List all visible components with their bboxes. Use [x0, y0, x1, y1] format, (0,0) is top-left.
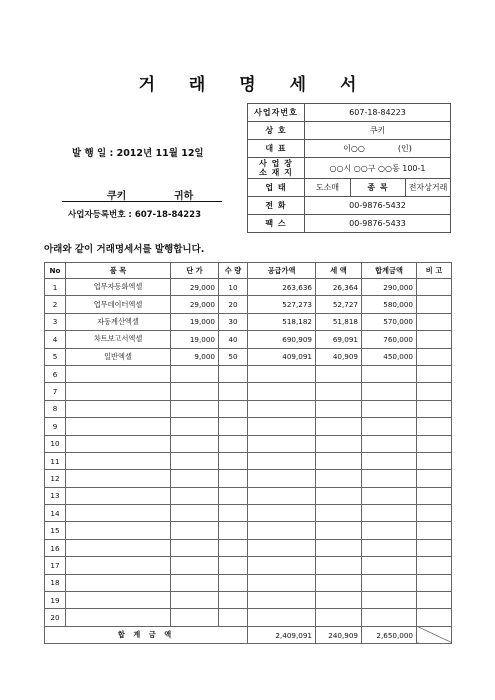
table-row: [45, 609, 452, 626]
row-no: 13: [45, 487, 66, 504]
biz-no-label: 사업자번호: [248, 104, 305, 122]
row-note: [417, 331, 452, 348]
row-note: [417, 574, 452, 591]
business-type-label: 업 태: [248, 179, 305, 197]
table-row: [45, 435, 452, 452]
fax-label: 팩 스: [248, 215, 305, 233]
row-no: 18: [45, 574, 66, 591]
table-row: [45, 313, 452, 330]
header-qty: 수 량: [219, 263, 248, 279]
row-total: [362, 557, 417, 574]
item-value: 전자상거래: [406, 179, 451, 197]
row-no: 16: [45, 539, 66, 556]
row-price: 9,000: [171, 348, 219, 365]
row-note: [417, 609, 452, 626]
row-item: [66, 365, 171, 382]
row-no: 19: [45, 592, 66, 609]
row-total: [362, 452, 417, 469]
row-price: [171, 418, 219, 435]
row-note: [417, 313, 452, 330]
row-tax: [316, 505, 362, 522]
row-qty: 40: [219, 331, 248, 348]
address-label: [248, 158, 305, 179]
row-item: [66, 470, 171, 487]
row-supply: 263,636: [248, 279, 316, 296]
row-total: [362, 505, 417, 522]
business-type-value: 도소매: [305, 179, 351, 197]
ceo-label: 대 표: [248, 140, 305, 158]
row-item: [66, 522, 171, 539]
row-supply: [248, 505, 316, 522]
row-qty: [219, 470, 248, 487]
table-row: [45, 522, 452, 539]
row-price: [171, 522, 219, 539]
row-note: [417, 400, 452, 417]
row-price: [171, 435, 219, 452]
row-total: [362, 574, 417, 591]
row-item: [66, 592, 171, 609]
row-no: 11: [45, 452, 66, 469]
row-tax: [316, 609, 362, 626]
row-qty: [219, 574, 248, 591]
table-row: [45, 279, 452, 296]
total-note-hatched: [417, 626, 452, 643]
row-tax: [316, 365, 362, 382]
row-total: [362, 487, 417, 504]
row-no: 15: [45, 522, 66, 539]
row-price: 29,000: [171, 279, 219, 296]
row-qty: [219, 452, 248, 469]
row-supply: [248, 435, 316, 452]
row-total: [362, 418, 417, 435]
total-amount: 2,650,000: [362, 626, 417, 643]
row-price: [171, 400, 219, 417]
row-no: 12: [45, 470, 66, 487]
row-tax: 69,091: [316, 331, 362, 348]
table-row: [45, 400, 452, 417]
row-price: [171, 592, 219, 609]
row-no: 8: [45, 400, 66, 417]
row-tax: [316, 400, 362, 417]
table-row: [45, 418, 452, 435]
row-item: [66, 452, 171, 469]
row-price: [171, 470, 219, 487]
row-item: 차트보고서엑셀: [66, 331, 171, 348]
row-tax: [316, 574, 362, 591]
row-total: [362, 365, 417, 382]
row-item: [66, 609, 171, 626]
header-no: No: [45, 263, 66, 279]
row-item: [66, 383, 171, 400]
phone-value: 00-9876-5432: [305, 197, 451, 215]
row-note: [417, 592, 452, 609]
row-note: [417, 539, 452, 556]
row-qty: [219, 557, 248, 574]
row-supply: [248, 539, 316, 556]
registration-label: 사업자등록번호 :: [68, 210, 132, 220]
row-total: [362, 383, 417, 400]
row-supply: 518,182: [248, 313, 316, 330]
row-supply: 409,091: [248, 348, 316, 365]
company-value: 쿠키: [305, 122, 451, 140]
row-note: [417, 418, 452, 435]
table-row: [45, 557, 452, 574]
table-row: [45, 505, 452, 522]
row-tax: [316, 435, 362, 452]
row-supply: [248, 452, 316, 469]
row-tax: 52,727: [316, 296, 362, 313]
row-tax: [316, 522, 362, 539]
address-label-2: 소 재 지: [259, 168, 293, 177]
row-no: 7: [45, 383, 66, 400]
document-title: 거 래 명 세 서: [138, 75, 371, 95]
row-qty: [219, 609, 248, 626]
row-no: 17: [45, 557, 66, 574]
row-note: [417, 487, 452, 504]
row-note: [417, 452, 452, 469]
row-qty: 50: [219, 348, 248, 365]
row-total: [362, 539, 417, 556]
row-note: [417, 383, 452, 400]
row-tax: [316, 539, 362, 556]
row-note: [417, 279, 452, 296]
row-note: [417, 470, 452, 487]
biz-no-value: 607-18-84223: [305, 104, 451, 122]
row-no: 2: [45, 296, 66, 313]
address-value: ○○시 ○○구 ○○동 100-1: [305, 158, 451, 179]
row-note: [417, 435, 452, 452]
row-price: [171, 539, 219, 556]
customer-suffix: 귀하: [174, 191, 194, 202]
row-qty: [219, 365, 248, 382]
table-row: [45, 487, 452, 504]
row-total: 570,000: [362, 313, 417, 330]
row-supply: [248, 487, 316, 504]
row-no: 4: [45, 331, 66, 348]
total-label: 합 계 금 액: [45, 626, 248, 643]
registration-value: 607-18-84223: [134, 210, 202, 220]
row-item: [66, 557, 171, 574]
total-tax: 240,909: [316, 626, 362, 643]
row-no: 9: [45, 418, 66, 435]
row-no: 14: [45, 505, 66, 522]
row-item: 업무자동화엑셀: [66, 279, 171, 296]
row-item: 일반엑셀: [66, 348, 171, 365]
table-row: [45, 348, 452, 365]
items-table: [44, 262, 452, 644]
issue-date: [72, 145, 204, 159]
table-row: [45, 592, 452, 609]
table-row: [45, 470, 452, 487]
supplier-info-table: [247, 103, 451, 233]
row-item: [66, 400, 171, 417]
row-no: 5: [45, 348, 66, 365]
row-qty: [219, 487, 248, 504]
table-row: [45, 539, 452, 556]
row-supply: [248, 400, 316, 417]
fax-value: 00-9876-5433: [305, 215, 451, 233]
row-item: 자동계산엑셀: [66, 313, 171, 330]
row-qty: [219, 505, 248, 522]
row-qty: 30: [219, 313, 248, 330]
row-supply: [248, 609, 316, 626]
table-row: [45, 365, 452, 382]
header-note: 비 고: [417, 263, 452, 279]
row-supply: [248, 557, 316, 574]
items-header-row: [45, 263, 452, 279]
row-qty: [219, 435, 248, 452]
row-price: 19,000: [171, 331, 219, 348]
address-label-1: 사 업 장: [259, 159, 293, 168]
table-row: [45, 296, 452, 313]
row-item: [66, 435, 171, 452]
phone-label: 전 화: [248, 197, 305, 215]
row-supply: [248, 365, 316, 382]
item-label: 종 목: [351, 179, 406, 197]
row-total: [362, 470, 417, 487]
registration-line: [68, 208, 201, 220]
row-supply: [248, 418, 316, 435]
ceo-value: 이○○: [343, 144, 365, 153]
row-total: [362, 522, 417, 539]
row-tax: [316, 487, 362, 504]
row-no: 20: [45, 609, 66, 626]
row-item: [66, 418, 171, 435]
row-price: 19,000: [171, 313, 219, 330]
header-supply: 공급가액: [248, 263, 316, 279]
header-tax: 세 액: [316, 263, 362, 279]
row-qty: [219, 383, 248, 400]
company-label: 상 호: [248, 122, 305, 140]
row-price: [171, 487, 219, 504]
customer-name: 쿠키: [107, 191, 127, 202]
row-item: [66, 505, 171, 522]
row-item: 업무데이터엑셀: [66, 296, 171, 313]
row-price: [171, 574, 219, 591]
total-supply: 2,409,091: [248, 626, 316, 643]
row-price: [171, 383, 219, 400]
row-tax: 40,909: [316, 348, 362, 365]
row-qty: [219, 418, 248, 435]
row-item: [66, 539, 171, 556]
row-tax: 26,364: [316, 279, 362, 296]
table-row: [45, 574, 452, 591]
row-tax: 51,818: [316, 313, 362, 330]
row-total: [362, 435, 417, 452]
row-tax: [316, 452, 362, 469]
row-supply: [248, 470, 316, 487]
row-qty: [219, 400, 248, 417]
row-qty: 10: [219, 279, 248, 296]
row-item: [66, 574, 171, 591]
row-qty: [219, 522, 248, 539]
row-total: [362, 609, 417, 626]
row-total: 450,000: [362, 348, 417, 365]
row-supply: [248, 522, 316, 539]
row-price: 29,000: [171, 296, 219, 313]
row-note: [417, 348, 452, 365]
customer-line: [62, 185, 222, 202]
table-row: [45, 452, 452, 469]
row-total: 580,000: [362, 296, 417, 313]
row-note: [417, 522, 452, 539]
row-qty: 20: [219, 296, 248, 313]
row-note: [417, 557, 452, 574]
header-item: 품 목: [66, 263, 171, 279]
seal-mark: (인): [397, 144, 412, 153]
row-tax: [316, 383, 362, 400]
issue-date-value: 2012년 11월 12일: [116, 148, 204, 159]
row-qty: [219, 592, 248, 609]
row-price: [171, 365, 219, 382]
row-no: 3: [45, 313, 66, 330]
row-supply: 527,273: [248, 296, 316, 313]
row-supply: [248, 592, 316, 609]
notice-text: 아래와 같이 거래명세서를 발행합니다.: [44, 244, 205, 255]
row-price: [171, 452, 219, 469]
row-total: [362, 592, 417, 609]
ceo-cell: [305, 140, 451, 158]
row-item: [66, 487, 171, 504]
header-total: 합계금액: [362, 263, 417, 279]
total-row: [45, 626, 452, 643]
row-total: 760,000: [362, 331, 417, 348]
row-total: [362, 400, 417, 417]
table-row: [45, 331, 452, 348]
row-note: [417, 505, 452, 522]
row-no: 10: [45, 435, 66, 452]
header-price: 단 가: [171, 263, 219, 279]
row-price: [171, 505, 219, 522]
row-qty: [219, 539, 248, 556]
row-supply: 690,909: [248, 331, 316, 348]
row-total: 290,000: [362, 279, 417, 296]
row-supply: [248, 383, 316, 400]
row-price: [171, 609, 219, 626]
row-no: 1: [45, 279, 66, 296]
row-tax: [316, 557, 362, 574]
table-row: [45, 383, 452, 400]
row-note: [417, 296, 452, 313]
issue-date-label: 발 행 일 :: [72, 148, 114, 159]
row-tax: [316, 418, 362, 435]
row-note: [417, 365, 452, 382]
row-price: [171, 557, 219, 574]
row-supply: [248, 574, 316, 591]
row-tax: [316, 470, 362, 487]
row-tax: [316, 592, 362, 609]
row-no: 6: [45, 365, 66, 382]
